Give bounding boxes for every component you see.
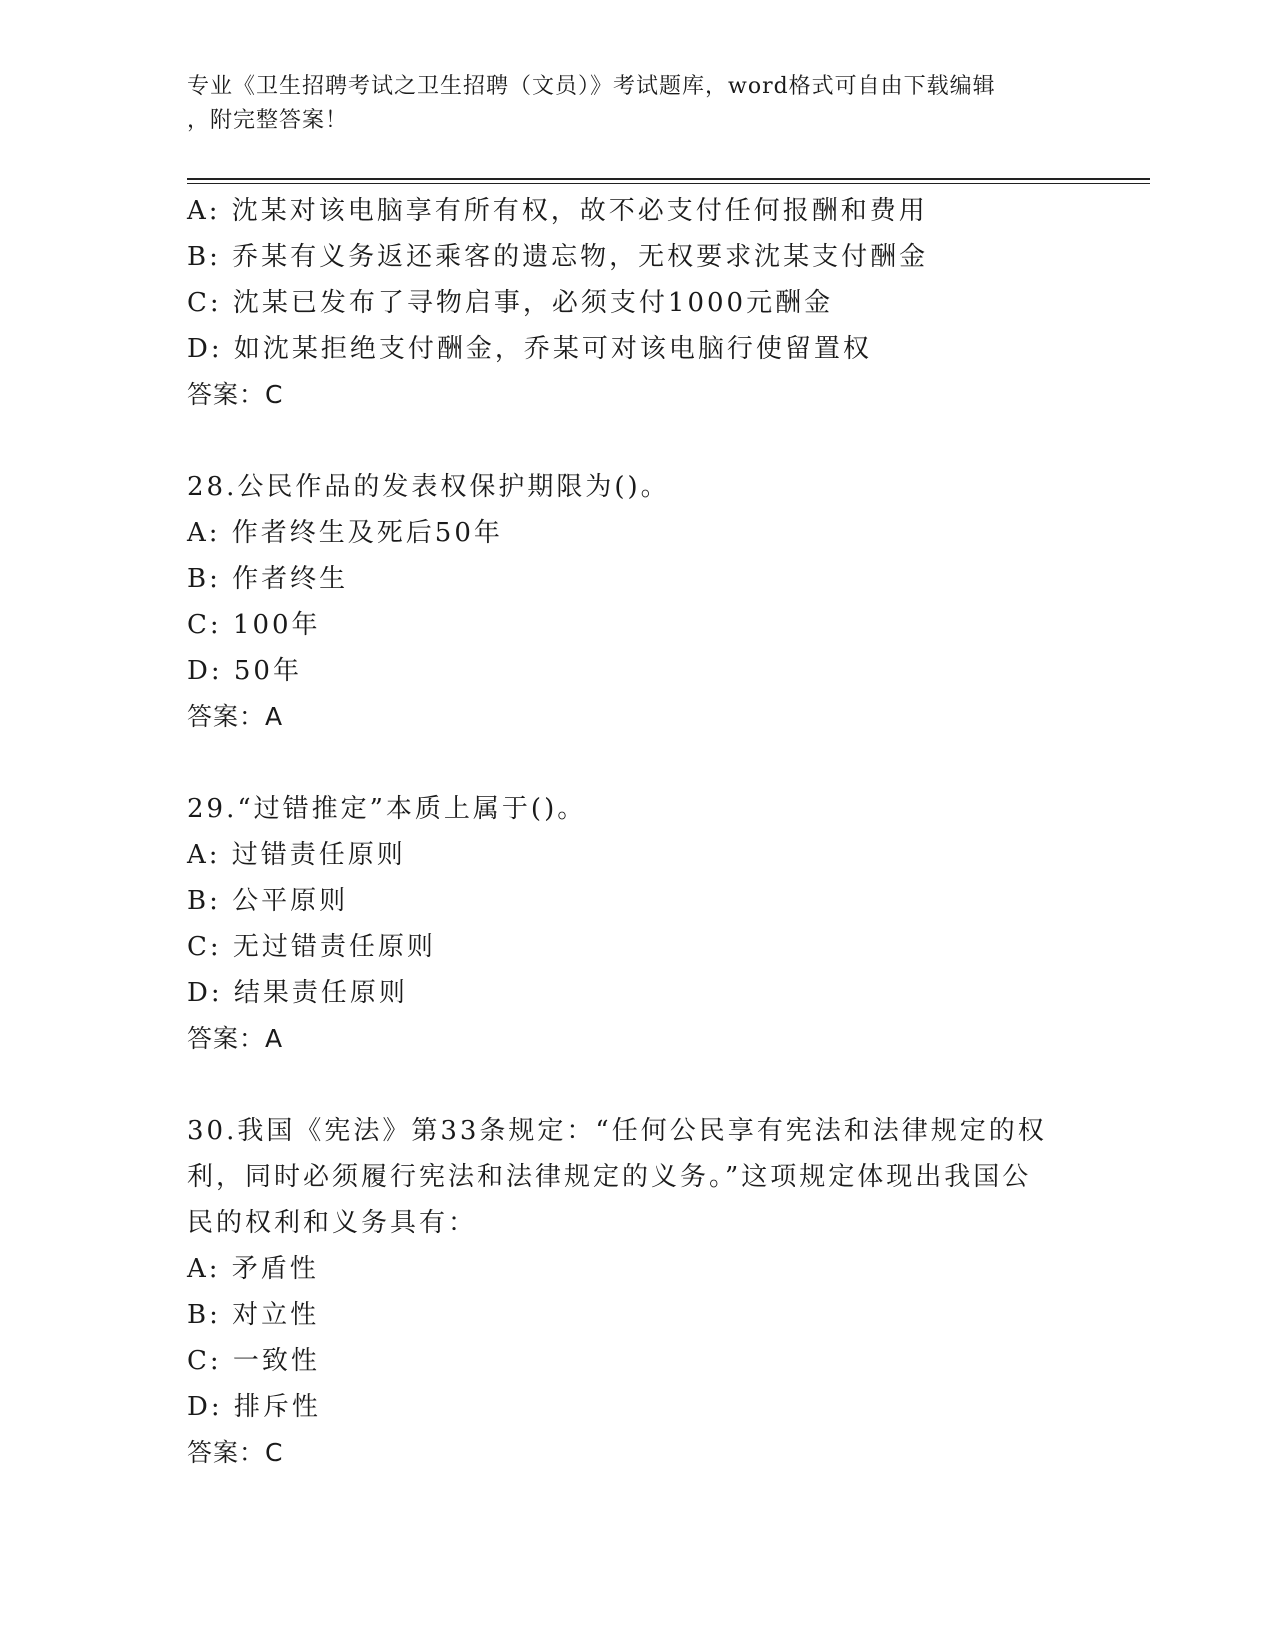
q30-question <box>187 1108 1067 1246</box>
q29-option-b: B: 公平原则 <box>187 886 349 916</box>
q30-option-d: D: 排斥性 <box>187 1392 321 1422</box>
q29-answer: 答案：A <box>187 1024 284 1053</box>
q27-answer: 答案：C <box>187 380 284 409</box>
q30-option-b: B: 对立性 <box>187 1300 320 1330</box>
document-header <box>187 70 1067 138</box>
q28-option-b: B: 作者终生 <box>187 564 349 594</box>
q28-answer: 答案：A <box>187 702 284 731</box>
q28-option-d: D: 50年 <box>187 656 302 686</box>
question-29 <box>187 786 1067 1062</box>
q29-question: 29.“过错推定”本质上属于()。 <box>187 794 587 824</box>
q30-option-a: A: 矛盾性 <box>187 1254 319 1284</box>
header-rule-thick <box>187 178 1150 180</box>
spacer <box>187 1062 1067 1108</box>
q28-option-c: C: 100年 <box>187 610 321 640</box>
q29-option-d: D: 结果责任原则 <box>187 978 408 1008</box>
q30-question-line-1: 30.我国《宪法》第33条规定：“任何公民享有宪法和法律规定的权 <box>187 1116 1047 1146</box>
question-list <box>187 188 1067 1476</box>
q27-option-d: D: 如沈某拒绝支付酬金，乔某可对该电脑行使留置权 <box>187 334 872 364</box>
question-27 <box>187 188 1067 418</box>
header-line-2: ，附完整答案！ <box>187 108 349 133</box>
q28-question: 28.公民作品的发表权保护期限为()。 <box>187 472 670 502</box>
q28-option-a: A: 作者终生及死后50年 <box>187 518 503 548</box>
q27-option-c: C: 沈某已发布了寻物启事，必须支付1000元酬金 <box>187 288 834 318</box>
spacer <box>187 740 1067 786</box>
question-30 <box>187 1108 1067 1476</box>
q29-option-c: C: 无过错责任原则 <box>187 932 436 962</box>
q27-option-b: B: 乔某有义务返还乘客的遗忘物，无权要求沈某支付酬金 <box>187 242 929 272</box>
q30-option-c: C: 一致性 <box>187 1346 320 1376</box>
q30-question-line-3: 民的权利和义务具有： <box>187 1208 478 1238</box>
header-rule-thin <box>187 183 1150 184</box>
q29-option-a: A: 过错责任原则 <box>187 840 406 870</box>
header-line-1: 专业《卫生招聘考试之卫生招聘（文员）》考试题库，word格式可自由下载编辑 <box>187 74 996 99</box>
q30-question-line-2: 利，同时必须履行宪法和法律规定的义务。”这项规定体现出我国公 <box>187 1162 1032 1192</box>
q27-option-a: A: 沈某对该电脑享有所有权，故不必支付任何报酬和费用 <box>187 196 928 226</box>
question-28 <box>187 464 1067 740</box>
q30-answer: 答案：C <box>187 1438 284 1467</box>
spacer <box>187 418 1067 464</box>
